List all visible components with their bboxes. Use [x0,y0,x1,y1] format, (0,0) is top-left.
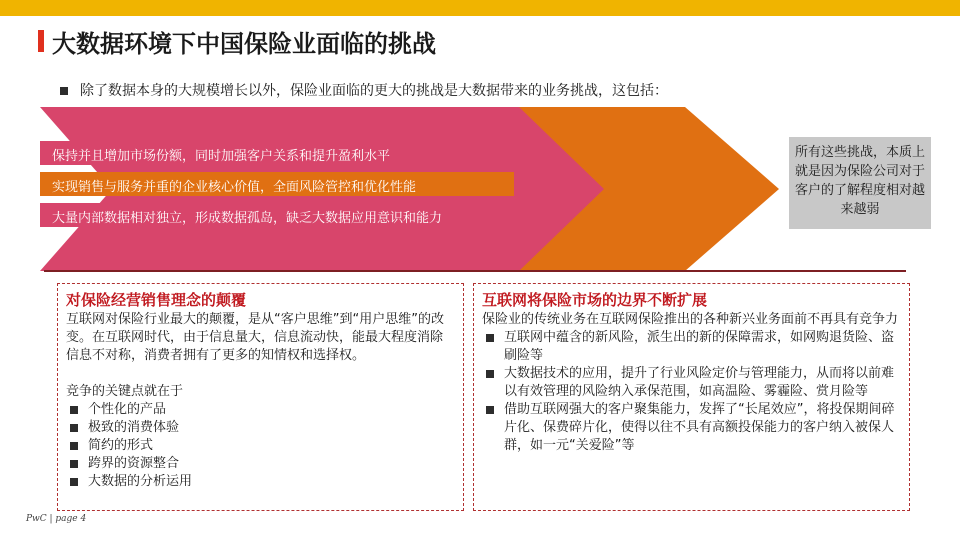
challenge-band-3: 大量内部数据相对独立，形成数据孤岛，缺乏大数据应用意识和能力 [52,211,443,226]
list-item: 借助互联网强大的客户聚集能力，发挥了“长尾效应”，将投保期间碎片化、保费碎片化，使得以往不具有高额投保能力的客户纳入被保人群，如一元“关爱险”等 [482,401,901,455]
right-panel-title: 互联网将保险市场的边界不断扩展 [482,291,708,309]
bullet-square-icon [70,442,78,450]
list-item: 大数据的分析运用 [66,473,455,491]
list-item: 大数据技术的应用，提升了行业风险定价与管理能力，从而将以前难以有效管理的风险纳入承保范围，如高温险、雾霾险、赏月险等 [482,365,901,401]
bullet-square-icon [70,478,78,486]
left-panel-paragraph: 互联网对保险行业最大的颠覆，是从“客户思维”到“用户思维”的改变。在互联网时代，由于信息量大，信息流动快，能最大程度消除信息不对称，消费者拥有了更多的知情权和选择权。 [66,312,444,363]
left-panel [57,283,464,511]
bullet-square-icon [70,406,78,414]
slide-footer: PwC | page 4 [26,514,87,524]
bullet-square-icon [70,424,78,432]
bullet-square-icon [486,334,494,342]
left-panel-title: 对保险经营销售理念的颠覆 [66,291,247,309]
list-item: 跨界的资源整合 [66,455,455,473]
bullet-square-icon [486,406,494,414]
left-panel-lead: 竞争的关键点就在于 [66,384,184,399]
bullet-square-icon [486,370,494,378]
section-divider [44,270,906,272]
right-panel [473,283,910,511]
intro-text: 除了数据本身的大规模增长以外，保险业面临的更大的挑战是大数据带来的业务挑战，这包括： [80,83,668,99]
slide-title: 大数据环境下中国保险业面临的挑战 [52,30,436,58]
list-item: 互联网中蕴含的新风险，派生出的新的保障需求，如网购退货险、盗刷险等 [482,329,901,365]
right-panel-paragraph: 保险业的传统业务在互联网保险推出的各种新兴业务面前不再具有竞争力 [482,312,899,327]
challenge-band-1: 保持并且增加市场份额，同时加强客户关系和提升盈利水平 [52,149,391,164]
summary-side-text: 所有这些挑战，本质上就是因为保险公司对于客户的了解程度相对越来越弱 [794,145,925,217]
list-item: 简约的形式 [66,437,455,455]
summary-side-box [789,137,931,229]
bullet-square-icon [70,460,78,468]
list-item: 个性化的产品 [66,401,455,419]
challenge-band-2: 实现销售与服务并重的企业核心价值，全面风险管控和优化性能 [52,180,417,195]
list-item: 极致的消费体验 [66,419,455,437]
